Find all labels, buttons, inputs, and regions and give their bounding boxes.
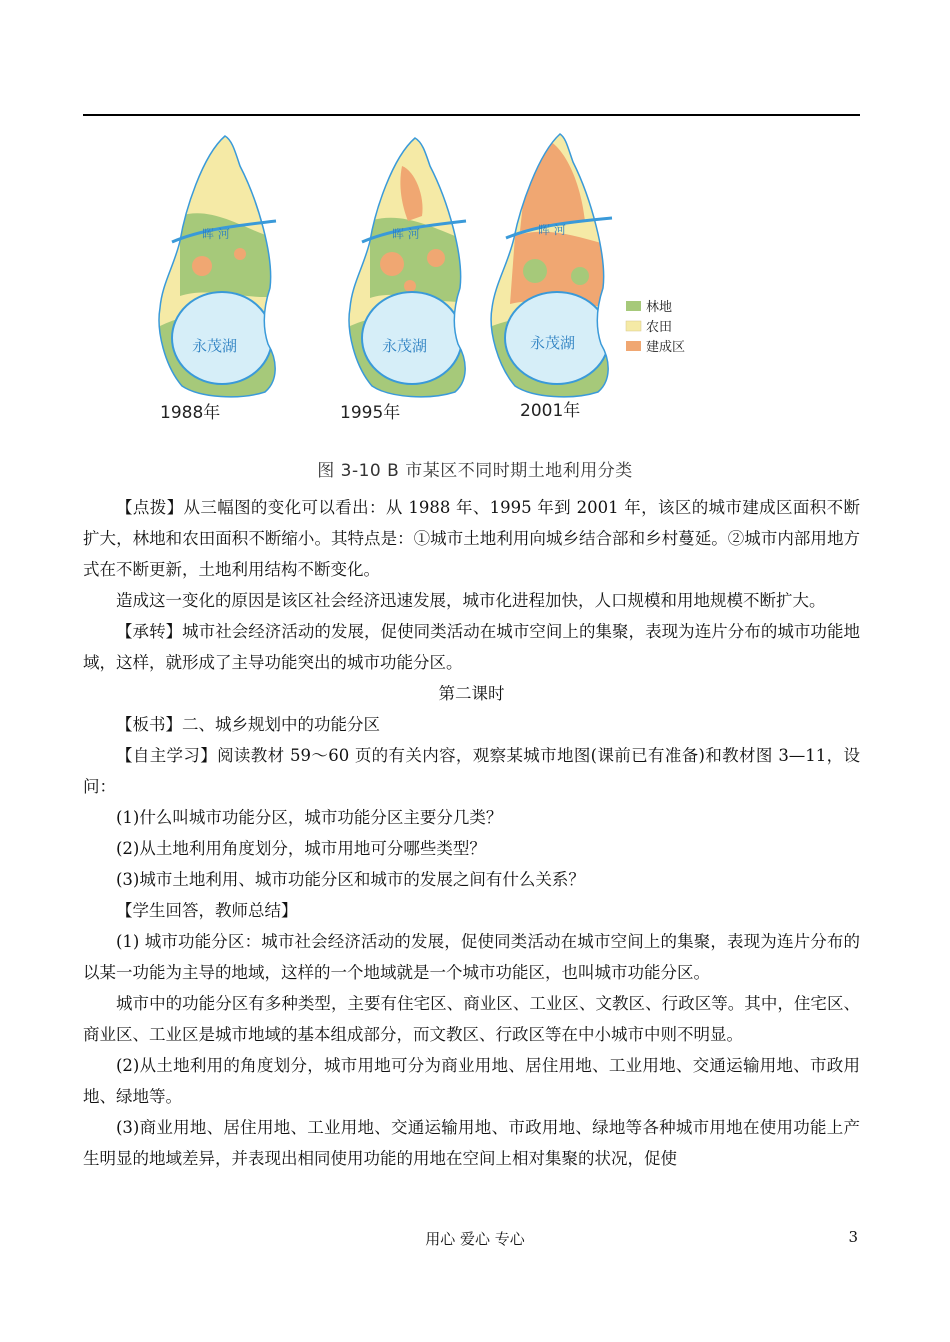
answer-1: (1) 城市功能分区：城市社会经济活动的发展，促使同类活动在城市空间上的集聚，表现为连片分布的以某一功能为主导的地域，这样的一个地域就是一个城市功能区，也叫城市功能分区。	[83, 932, 860, 982]
map-1995	[330, 126, 490, 416]
footer-motto: 用心 爱心 专心	[425, 1230, 525, 1248]
header-rule	[83, 114, 860, 116]
year-label-2001: 2001年	[520, 401, 581, 421]
question-3: (3)城市土地利用、城市功能分区和城市的发展之间有什么关系？	[116, 870, 585, 889]
question-1: (1)什么叫城市功能分区，城市功能分区主要分几类？	[116, 808, 503, 827]
river-label-1995: 晖 河	[392, 227, 420, 241]
paragraph-summary-heading: 【学生回答，教师总结】	[116, 901, 298, 920]
lake-label-1995: 永茂湖	[382, 337, 428, 355]
lesson-text	[83, 492, 860, 1174]
figure-caption: 图 3-10 B 市某区不同时期土地利用分类	[317, 461, 633, 481]
page-footer	[0, 1228, 950, 1252]
legend-label-builtup: 建成区	[646, 340, 686, 355]
page-number: 3	[848, 1228, 858, 1246]
section-heading-second-lesson: 第二课时	[438, 684, 505, 703]
legend-label-forest: 林地	[646, 300, 673, 315]
river-label-2001: 晖 河	[538, 223, 566, 237]
lake-label-1988: 永茂湖	[192, 337, 238, 355]
land-use-maps	[140, 126, 740, 456]
paragraph-transition: 【承转】城市社会经济活动的发展，促使同类活动在城市空间上的集聚，表现为连片分布的城市功能地域，这样，就形成了主导功能突出的城市功能分区。	[83, 622, 860, 672]
legend-swatch-builtup	[626, 341, 641, 351]
answer-3: (3)商业用地、居住用地、工业用地、交通运输用地、市政用地、绿地等各种城市用地在使用功能上产生明显的地域差异，并表现出相同使用功能的用地在空间上相对集聚的状况，促使	[83, 1118, 860, 1168]
legend-label-farmland: 农田	[646, 320, 673, 335]
year-label-1995: 1995年	[340, 403, 401, 423]
legend-swatch-farmland	[626, 321, 641, 331]
paragraph-board: 【板书】二、城乡规划中的功能分区	[116, 715, 380, 734]
answer-2: (2)从土地利用的角度划分，城市用地可分为商业用地、居住用地、工业用地、交通运输用地、市政用地、绿地等。	[83, 1056, 860, 1106]
year-label-1988: 1988年	[160, 403, 221, 423]
legend-swatch-forest	[626, 301, 641, 311]
paragraph-hint: 【点拨】从三幅图的变化可以看出：从 1988 年、1995 年到 2001 年，该区的城市建成区面积不断扩大，林地和农田面积不断缩小。其特点是：①城市土地利用向城乡结合部和乡村蔓延。②城市内部用地方式在不断更新，土地利用结构不断变化。	[83, 498, 860, 579]
map-1988	[140, 126, 300, 416]
river-label-1988: 晖 河	[202, 227, 230, 241]
land-use-figure	[140, 126, 740, 456]
lake-label-2001: 永茂湖	[530, 334, 576, 352]
paragraph-zone-types: 城市中的功能分区有多种类型，主要有住宅区、商业区、工业区、文教区、行政区等。其中，住宅区、商业区、工业区是城市地域的基本组成部分，而文教区、行政区等在中小城市中则不明显。	[83, 994, 860, 1044]
question-2: (2)从土地利用角度划分，城市用地可分哪些类型？	[116, 839, 486, 858]
paragraph-cause: 造成这一变化的原因是该区社会经济迅速发展，城市化进程加快，人口规模和用地规模不断扩大。	[116, 591, 826, 610]
paragraph-self-study: 【自主学习】阅读教材 59～60 页的有关内容，观察某城市地图(课前已有准备)和教材图 3—11，设问：	[83, 746, 860, 796]
map-legend	[626, 299, 685, 355]
map-2001	[480, 126, 640, 416]
